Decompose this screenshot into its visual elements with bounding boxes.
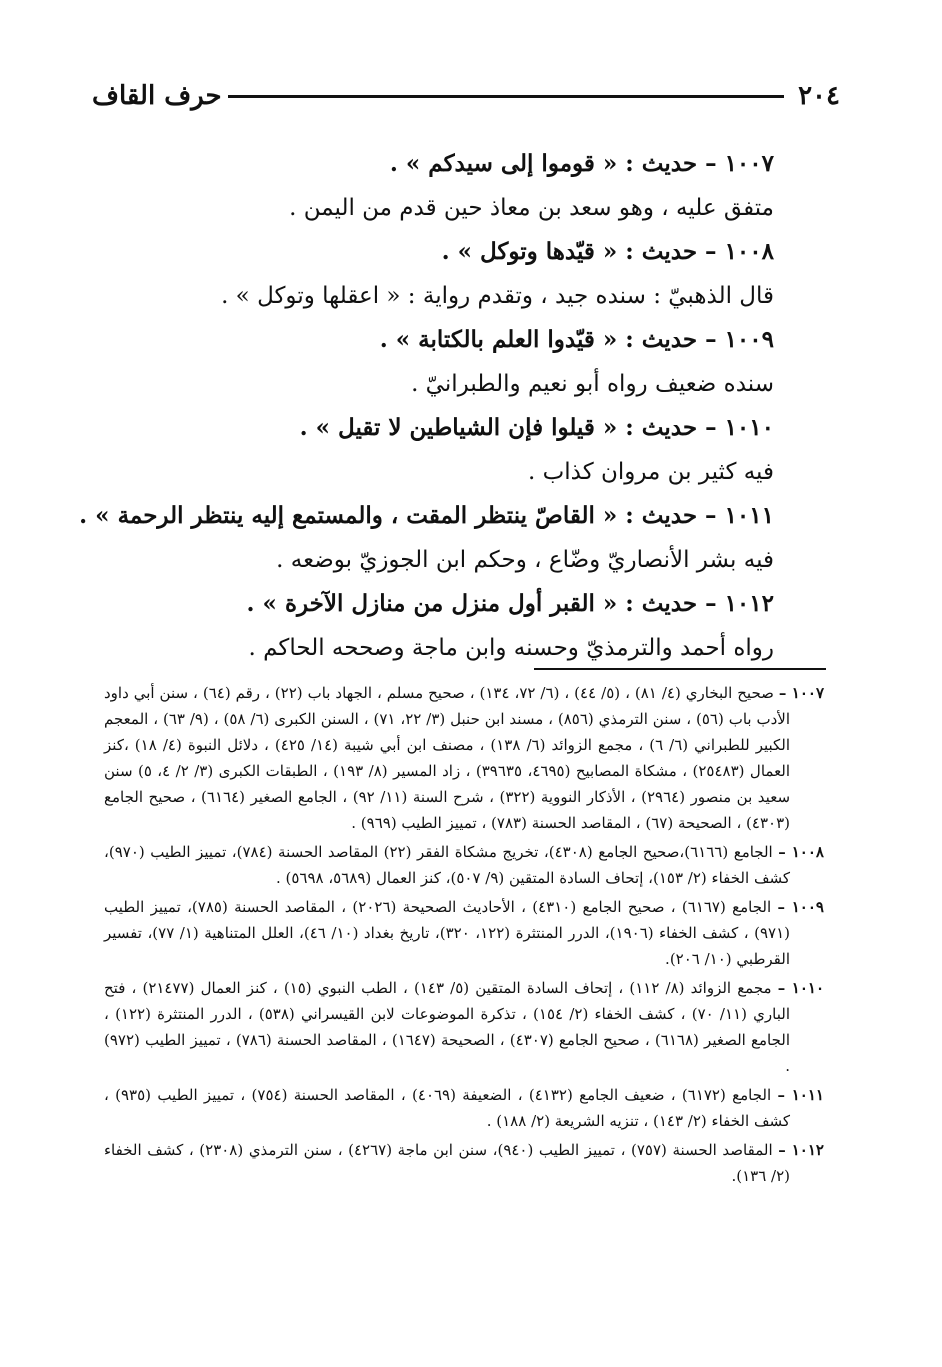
footnote-text: الجامع (٦١٦٧) ، صحيح الجامع (٤٣١٠) ، الأحاديث الصحيحة (٢٠٢٦) ، المقاصد الحسنة (٧٨٥)، تمييز الطيب (٩٧١) ، كشف الخفاء (١٩٠٦)، الدرر المنتثرة (١٢٢، ٣٢٠)، تاريخ بغداد (١٠/ ٤٦)، العلل المتناهية (١/ ٧٧)، تفسير القرطبي (١٠/ ٢٠٦). bbox=[104, 898, 791, 968]
footnote bbox=[104, 839, 824, 891]
hadith-line: ١٠٠٧ – حديث : « قوموا إلى سيدكم » . bbox=[389, 150, 774, 177]
hadith-line: ١٠١٠ – حديث : « قيلوا فإن الشياطين لا تقيل » . bbox=[299, 414, 774, 441]
footnote-number: ١٠١٠ – bbox=[777, 979, 825, 997]
commentary-line: قال الذهبيّ : سنده جيد ، وتقدم رواية : « اعقلها وتوكل » . bbox=[221, 283, 774, 309]
header-rule bbox=[228, 95, 785, 98]
commentary-line: فيه بشر الأنصاريّ وضّاع ، وحكم ابن الجوزيّ بوضعه . bbox=[276, 547, 774, 573]
commentary-line: متفق عليه ، وهو سعد بن معاذ حين قدم من اليمن . bbox=[289, 195, 774, 221]
hadith-line: ١٠١١ – حديث : « القاصّ ينتظر المقت ، والمستمع إليه ينتظر الرحمة » . bbox=[79, 502, 774, 529]
footnote-number: ١٠١١ – bbox=[777, 1086, 824, 1104]
footnote-text: المقاصد الحسنة (٧٥٧) ، تمييز الطيب (٩٤٠)، سنن ابن ماجة (٤٢٦٧) ، سنن الترمذي (٢٣٠٨) ، كشف الخفاء (٢/ ١٣٦). bbox=[104, 1141, 790, 1185]
footnote-number: ١٠٠٨ – bbox=[778, 843, 824, 861]
footnote bbox=[104, 894, 824, 972]
footnote-text: مجمع الزوائد (٨/ ١١٢) ، إتحاف السادة المتقين (٥/ ١٤٣) ، الطب النبوي (١٥) ، كنز العمال (٢١٤٧٧) ، فتح الباري (١١/ ٧٠) ، كشف الخفاء (٢/ ١٥٤) ، تذكرة الموضوعات لابن القيسراني (٥٣٨) ، الدرر المنتثرة (١٢٢) ، الجامع الصغير (٦١٦٨) ، صحيح الجامع (٤٣٠٧) ، الصحيحة (١٦٤٧) ، المقاصد الحسنة (٧٨٦) ، تمييز الطيب (٩٧٢) . bbox=[104, 979, 791, 1075]
footnote-number: ١٠١٢ – bbox=[778, 1141, 824, 1159]
footnotes bbox=[104, 680, 824, 1192]
main-text bbox=[79, 142, 774, 670]
chapter-title: حرف القاف bbox=[92, 81, 222, 111]
footnote-number: ١٠٠٧ – bbox=[778, 684, 825, 702]
hadith-line: ١٠٠٨ – حديث : « قيّدها وتوكل » . bbox=[441, 238, 774, 265]
footnote-text: صحيح البخاري (٤/ ٨١) ، (٥/ ٤٤) ، (٦/ ٧٢، ١٣٤) ، صحيح مسلم ، الجهاد باب (٢٢) ، رقم (٦٤) ، سنن أبي داود الأدب باب (٥٦) ، سنن الترمذي (٨٥٦) ، مسند ابن حنبل (٣/ ٢٢، ٧١) ، السنن الكبرى (٦/ ٥٨) ، (٩/ ٦٣) ، المعجم الكبير للطبراني (٦/ ٦) ، مجمع الزوائد (٦/ ١٣٨) ، مصنف ابن أبي شيبة (١٤/ ٤٢٥) ، دلائل النبوة (٤/ ١٨) ،كنز العمال (٢٥٤٨٣) ، مشكاة المصابيح (٤٦٩٥، ٣٩٦٣٥) ، زاد المسير (٨/ ١٩٣) ، الطبقات الكبرى (٣/ ٢/ ٤، ٥) سنن سعيد بن منصور (٢٩٦٤) ، الأذكار النووية (٣٢٢) ، شرح السنة (١١/ ٩٢) ، الجامع الصغير (٦١٦٤) ، صحيح الجامع (٤٣٠٣) ، الصحيحة (٦٧) ، المقاصد الحسنة (٧٨٣) ، تمييز الطيب (٩٦٩) . bbox=[104, 684, 791, 832]
commentary-line: فيه كثير بن مروان كذاب . bbox=[527, 459, 774, 485]
hadith-line: ١٠٠٩ – حديث : « قيّدوا العلم بالكتابة » . bbox=[379, 326, 774, 353]
page-header bbox=[92, 74, 840, 118]
footnote bbox=[104, 1082, 824, 1134]
commentary-line: سنده ضعيف رواه أبو نعيم والطبرانيّ . bbox=[411, 371, 774, 397]
footnote-number: ١٠٠٩ – bbox=[777, 898, 824, 916]
footnote bbox=[104, 680, 824, 836]
footnote bbox=[104, 1137, 824, 1189]
footnote-separator bbox=[534, 668, 826, 670]
footnote bbox=[104, 975, 824, 1079]
hadith-line: ١٠١٢ – حديث : « القبر أول منزل من منازل الآخرة » . bbox=[246, 590, 774, 617]
footnote-text: الجامع (٦١٧٢) ، ضعيف الجامع (٤١٣٢) ، الضعيفة (٤٠٦٩) ، المقاصد الحسنة (٧٥٤) ، تمييز الطيب (٩٣٥) ، كشف الخفاء (٢/ ١٤٣) ، تنزيه الشريعة (٢/ ١٨٨) . bbox=[104, 1086, 790, 1130]
footnote-text: الجامع (٦١٦٦)،صحيح الجامع (٤٣٠٨)، تخريج مشكاة الفقر (٢٢) المقاصد الحسنة (٧٨٤)، تمييز الطيب (٩٧٠)، كشف الخفاء (٢/ ١٥٣)، إتحاف السادة المتقين (٩/ ٥٠٧)، كنز العمال (٥٦٨٩، ٥٦٩٨) . bbox=[104, 843, 790, 887]
page-number: ٢٠٤ bbox=[798, 81, 840, 111]
commentary-line: رواه أحمد والترمذيّ وحسنه وابن ماجة وصححه الحاكم . bbox=[248, 635, 774, 661]
